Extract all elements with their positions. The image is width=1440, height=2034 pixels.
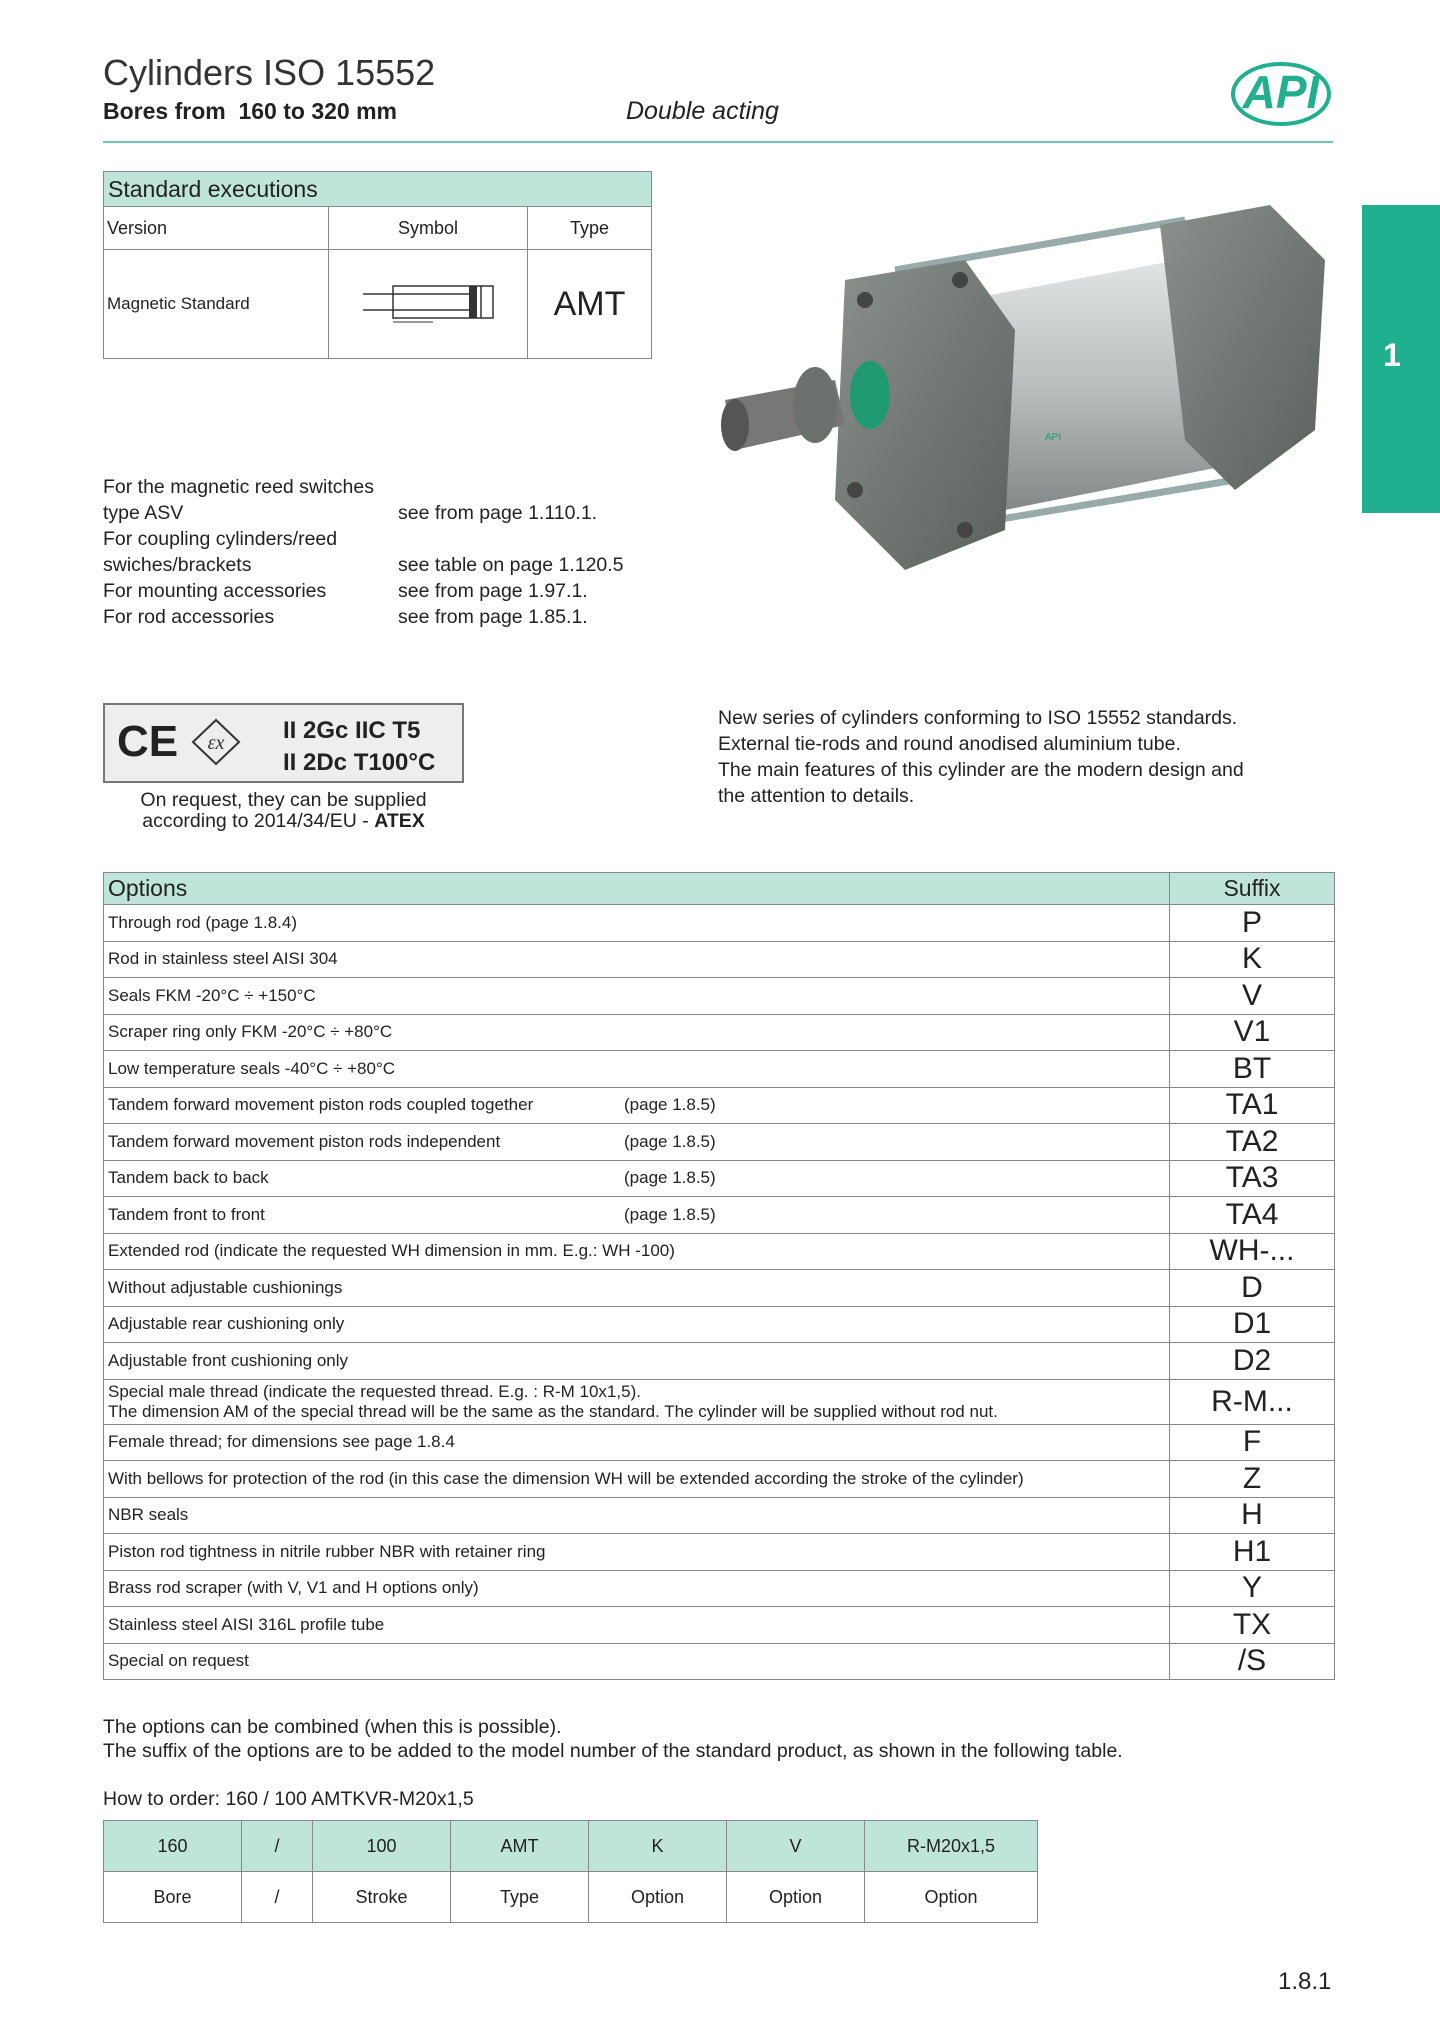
option-suffix: F [1170,1424,1335,1461]
option-suffix: /S [1170,1643,1335,1680]
option-page-ref: (page 1.8.5) [624,1168,716,1188]
options-combine-note: The options can be combined (when this is possible). The suffix of the options are to be added to the model number of the standard product, as shown in the following table. [103,1716,1123,1762]
order-code-value: 160 [104,1821,242,1872]
option-row [104,1087,1335,1124]
option-suffix: TA1 [1170,1087,1335,1124]
order-code-label: Stroke [313,1872,451,1923]
option-text: NBR seals [108,1505,189,1525]
action-type: Double acting [626,97,779,125]
page-subtitle: Bores from 160 to 320 mm [103,98,398,124]
option-page-ref: (page 1.8.5) [624,1131,716,1151]
option-suffix: D1 [1170,1306,1335,1343]
option-text: Tandem front to front [108,1204,265,1224]
option-text: Scraper ring only FKM -20°C ÷ +80°C [108,1022,393,1042]
option-row [104,1497,1335,1534]
option-description [104,1534,1170,1571]
option-row [104,1379,1335,1424]
option-text: Special on request [108,1651,249,1671]
option-suffix: D [1170,1270,1335,1307]
series-description: New series of cylinders conforming to ISO 15552 standards. External tie-rods and round anodised aluminium tube. The main features of this cylinder are the modern design and the attention to details. [718,707,1244,807]
atex-dust-class: II 2Dc T100°C [283,749,436,776]
order-code-table [103,1820,1038,1923]
api-logo [1228,56,1334,130]
info-line: For coupling cylinders/reed [103,528,338,550]
option-row [104,1051,1335,1088]
option-row [104,1534,1335,1571]
option-text: Tandem forward movement piston rods independent [108,1131,501,1151]
option-description [104,905,1170,942]
col-version: Version [104,207,329,250]
option-page-ref: (page 1.8.5) [624,1095,716,1115]
option-description [104,1643,1170,1680]
chapter-tab [1362,205,1440,513]
option-text: Rod in stainless steel AISI 304 [108,949,338,969]
info-line: type ASV see from page 1.110.1. [103,502,598,524]
col-type: Type [528,207,652,250]
standard-executions-table [103,171,652,359]
info-line: For the magnetic reed switches [103,476,374,498]
option-description [104,1424,1170,1461]
option-text: Female thread; for dimensions see page 1.8.4 [108,1432,455,1452]
svg-text:εx: εx [207,732,225,754]
order-code-value: AMT [451,1821,589,1872]
order-code-label: Option [727,1872,865,1923]
options-header: Options [104,873,1170,905]
page-number: 1.8.1 [1278,1968,1332,1995]
option-row [104,1160,1335,1197]
option-text: Adjustable front cushioning only [108,1350,349,1370]
order-code-label: Bore [104,1872,242,1923]
option-description [104,1087,1170,1124]
option-row [104,1197,1335,1234]
option-row [104,1014,1335,1051]
option-suffix: D2 [1170,1343,1335,1380]
option-description [104,1233,1170,1270]
option-suffix: H1 [1170,1534,1335,1571]
option-text: Brass rod scraper (with V, V1 and H options only) [108,1578,479,1598]
order-code-label: Option [865,1872,1038,1923]
options-table [103,872,1335,1680]
page-title: Cylinders ISO 15552 [103,52,436,93]
cylinder-symbol [329,250,528,359]
option-suffix: TA2 [1170,1124,1335,1161]
option-text: Special male thread (indicate the requested thread. E.g. : R-M 10x1,5). [108,1381,641,1401]
option-text: Without adjustable cushionings [108,1277,343,1297]
cylinder-symbol-icon [353,272,503,332]
option-description [104,1570,1170,1607]
option-row [104,1233,1335,1270]
option-description [104,1124,1170,1161]
order-code-value: K [589,1821,727,1872]
option-description [104,1379,1170,1424]
option-text-line2: The dimension AM of the special thread will be the same as the standard. The cylinder will be supplied without rod nut. [108,1401,998,1421]
info-line: swiches/brackets see table on page 1.120.5 [103,554,624,576]
option-suffix: WH-... [1170,1233,1335,1270]
option-description [104,1461,1170,1498]
option-description [104,1607,1170,1644]
option-page-ref: (page 1.8.5) [624,1204,716,1224]
accessories-info [103,474,663,630]
order-code-label: / [242,1872,313,1923]
info-line: For mounting accessories see from page 1.97.1. [103,580,588,602]
option-description [104,1160,1170,1197]
option-suffix: TA3 [1170,1160,1335,1197]
option-row [104,1461,1335,1498]
how-to-order-label: How to order: 160 / 100 AMTKVR-M20x1,5 [103,1788,474,1810]
option-text: Low temperature seals -40°C ÷ +80°C [108,1058,396,1078]
option-row [104,1424,1335,1461]
svg-text:API: API [1242,66,1320,118]
suffix-header: Suffix [1170,873,1335,905]
option-text: Seals FKM -20°C ÷ +150°C [108,985,316,1005]
option-suffix: TA4 [1170,1197,1335,1234]
option-suffix: P [1170,905,1335,942]
option-description [104,978,1170,1015]
option-row [104,1124,1335,1161]
col-symbol: Symbol [329,207,528,250]
option-text: Piston rod tightness in nitrile rubber NBR with retainer ring [108,1541,546,1561]
order-code-value: / [242,1821,313,1872]
option-suffix: V1 [1170,1014,1335,1051]
option-row [104,1270,1335,1307]
order-code-label: Option [589,1872,727,1923]
atex-gas-class: II 2Gc IIC T5 [283,717,421,744]
version-value: Magnetic Standard [104,250,329,359]
atex-certification-box [103,703,464,783]
option-row [104,1306,1335,1343]
option-row [104,978,1335,1015]
standard-executions-title: Standard executions [104,172,652,207]
option-text: Adjustable rear cushioning only [108,1314,345,1334]
order-code-value: 100 [313,1821,451,1872]
option-text: With bellows for protection of the rod (in this case the dimension WH will be extended according the stroke of the cylinder) [108,1468,1024,1488]
option-suffix: V [1170,978,1335,1015]
option-description [104,941,1170,978]
option-text: Tandem back to back [108,1168,269,1188]
cylinder-image [715,200,1335,610]
option-suffix: Y [1170,1570,1335,1607]
chapter-number: 1 [1383,337,1401,373]
option-description [104,1497,1170,1534]
option-description [104,1343,1170,1380]
option-row [104,941,1335,978]
ce-mark: CE [117,717,179,766]
option-text: Extended rod (indicate the requested WH dimension in mm. E.g.: WH -100) [108,1241,675,1261]
ex-hexagon-icon [189,717,243,767]
order-code-label: Type [451,1872,589,1923]
option-description [104,1014,1170,1051]
option-suffix: BT [1170,1051,1335,1088]
option-row [104,1643,1335,1680]
option-row [104,1570,1335,1607]
option-description [104,1270,1170,1307]
option-description [104,1197,1170,1234]
type-value: AMT [528,250,652,359]
atex-note: On request, they can be supplied according to 2014/34/EU - ATEX [140,789,427,832]
option-description [104,1306,1170,1343]
info-line: For rod accessories see from page 1.85.1. [103,606,588,628]
svg-text:API: API [1045,432,1062,443]
option-suffix: H [1170,1497,1335,1534]
option-text: Tandem forward movement piston rods coupled together [108,1095,534,1115]
option-suffix: K [1170,941,1335,978]
option-suffix: Z [1170,1461,1335,1498]
option-row [104,1607,1335,1644]
header-rule [103,141,1333,143]
option-text: Stainless steel AISI 316L profile tube [108,1614,385,1634]
option-suffix: TX [1170,1607,1335,1644]
option-description [104,1051,1170,1088]
order-code-value: R-M20x1,5 [865,1821,1038,1872]
option-suffix: R-M... [1170,1379,1335,1424]
option-row [104,1343,1335,1380]
order-code-value: V [727,1821,865,1872]
option-text: Through rod (page 1.8.4) [108,912,298,932]
option-row [104,905,1335,942]
